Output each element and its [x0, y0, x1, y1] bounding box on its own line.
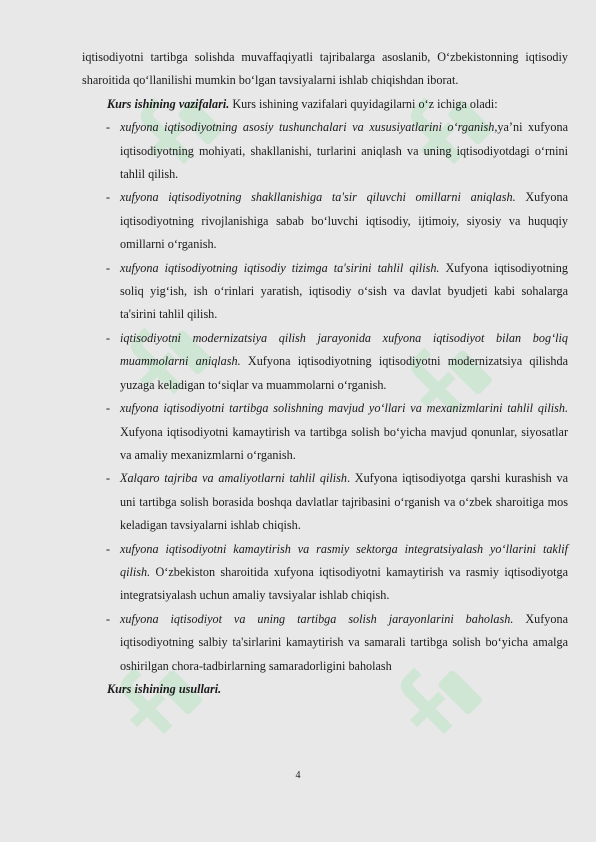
methods-paragraph [82, 678, 568, 701]
list-item: - xufyona iqtisodiyotning shakllanishiga ta'sir qiluvchi omillarni aniqlash. Xufyona iqtisodiyotning rivojlanishiga sabab bo‘luvchi iqtisodiy, ijtimoiy, siyosiy va huquqiy omillarni o‘rganish. [106, 190, 568, 252]
page-number: 4 [295, 770, 301, 781]
list-item: - xufyona iqtisodiyotni kamaytirish va rasmiy sektorga integratsiyalash yo‘llarini taklif qilish. O‘zbekiston sharoitida xufyona iqtisodiyotni kamaytirish va rasmiy iqtisodiyotga integratsiyalash uchun amaliy tavsiyalar ishlab chiqish. [106, 541, 568, 603]
body-text [82, 46, 568, 701]
paragraph-continuation: iqtisodiyotni tartibga solishda muvaffaqiyatli tajribalarga asoslanib, O‘zbekistonning iqtisodiy sharoitida qo‘llanilishi mumkin bo‘lgan tavsiyalarni ishlab chiqishdan iborat. [82, 50, 568, 88]
list-item: - iqtisodiyotni modernizatsiya qilish jarayonida xufyona iqtisodiyot bilan bog‘liq muammolarni aniqlash. Xufyona iqtisodiyotning iqtisodiyotni modernizatsiya qilishda yuzaga keladigan to‘siqlar va muammolarni o‘rganish. [106, 330, 569, 392]
tasks-list [82, 116, 568, 678]
list-item: - xufyona iqtisodiyot va uning tartibga solish jarayonlarini baholash. Xufyona iqtisodiyotning salbiy ta'sirlarini kamaytirish va samarali tartibga solish bo‘yicha amalga oshirilgan chora-tadbirlarning samaradorligini baholash [106, 611, 568, 673]
tasks-heading: Kurs ishining vazifalari. [107, 96, 230, 111]
tasks-intro: Kurs ishining vazifalari quyidagilarni o‘z ichiga oladi: [229, 96, 498, 111]
list-item: - xufyona iqtisodiyotni tartibga solishning mavjud yo‘llari va mexanizmlarini tahlil qilish. Xufyona iqtisodiyotni kamaytirish va tartibga solish bo‘yicha mavjud qonunlar, siyosatlar va amaliy mexanizmlarni o‘rganish. [106, 401, 568, 462]
methods-heading: Kurs ishining usullari. [107, 681, 222, 696]
list-item: - xufyona iqtisodiyotning iqtisodiy tizimga ta'sirini tahlil qilish. Xufyona iqtisodiyotning soliq yig‘ish, ish o‘rinlari yaratish, iqtisodiy o‘sish va davlat byudjeti kabi sohalarga ta'sirini tahlil qilish. [106, 260, 568, 322]
tasks-paragraph [82, 93, 568, 116]
list-item: - Xalqaro tajriba va amaliyotlarni tahlil qilish. Xufyona iqtisodiyotga qarshi kurashish va uni tartibga solish borasida boshqa davlatlar tajribasini o‘rganish va o‘zbek sharoitiga mos keladigan tavsiyalarni ishlab chiqish. [106, 471, 569, 533]
list-item: - xufyona iqtisodiyotning asosiy tushunchalari va xususiyatlarini o‘rganish,ya’ni xufyona iqtisodiyotning mohiyati, shakllanishi, turlarini aniqlash va uning iqtisodiyotdagi o‘rnini tahlil qilish. [106, 120, 568, 182]
